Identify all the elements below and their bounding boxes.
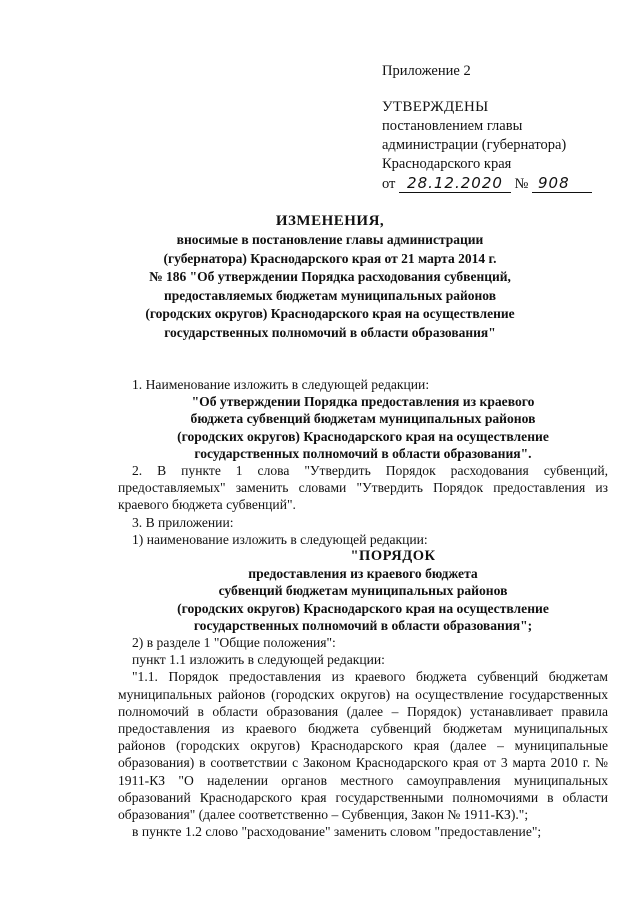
approval-block	[382, 62, 622, 194]
item-1-bold-line-4: государственных полномочий в области образования".	[194, 445, 532, 461]
approved-heading: УТВЕРЖДЕНЫ	[382, 99, 489, 115]
date-prefix: от	[382, 176, 396, 192]
point-1-1-intro: пункт 1.1 изложить в следующей редакции:	[132, 652, 385, 668]
point-1-2-change: в пункте 1.2 слово "расходование" заменить словом "предоставление";	[132, 824, 542, 840]
item-1-bold-line-2: бюджета субвенций бюджетам муниципальных районов	[190, 411, 536, 427]
appendix-label: Приложение 2	[382, 63, 471, 79]
item-1-bold-line-3: (городских округов) Краснодарского края на осуществление	[177, 428, 549, 444]
document-heading: ИЗМЕНЕНИЯ,	[275, 213, 385, 229]
order-title: "ПОРЯДОК	[350, 548, 436, 565]
approval-date: 28.12.2020	[399, 174, 511, 193]
approval-number: 908	[532, 174, 592, 193]
title-line-5: (городских округов) Краснодарского края на осуществление	[145, 306, 515, 321]
approval-date-line	[382, 174, 622, 194]
order-title-line-2: субвенций бюджетам муниципальных районов	[218, 583, 508, 599]
order-title-line-1: предоставления из краевого бюджета	[248, 566, 478, 582]
title-line-1: вносимые в постановление главы администрации	[176, 232, 484, 247]
item-2: 2. В пункте 1 слова "Утвердить Порядок расходования субвенций, предоставляемых" заменить словами "Утвердить Порядок предоставления из краевого бюджета субвенций".	[118, 463, 608, 513]
point-1-1-text: "1.1. Порядок предоставления из краевого бюджета субвенций бюджетам муниципальных районов (городских округов) на осуществление государственных полномочий в области образования (далее – Порядок) устанавливает правила предоставления из краевого бюджета субвенций бюджетам муниципальных районов (городских округов) Краснодарского края (далее – муниципальные образования) в соответствии с Законом Краснодарского края от 3 марта 2010 г. № 1911-КЗ "О наделении органов местного самоуправления муниципальных образований Краснодарского края государственными полномочиями в области образования" (далее соответственно – Субвенция, Закон № 1911-КЗ).";	[118, 669, 608, 823]
approval-line-1: постановлением главы	[382, 118, 523, 134]
title-line-6: государственных полномочий в области образования"	[164, 324, 496, 340]
approval-line-3: Краснодарского края	[382, 156, 512, 172]
document-title-block	[110, 212, 550, 342]
order-title-line-4: государственных полномочий в области образования";	[193, 617, 533, 633]
order-title-line-3: (городских округов) Краснодарского края на осуществление	[177, 600, 549, 616]
approval-line-2: администрации (губернатора)	[382, 137, 567, 153]
subitem-2: 2) в разделе 1 "Общие положения":	[132, 635, 336, 651]
item-1-bold-line-1: "Об утверждении Порядка предоставления из краевого	[191, 394, 535, 410]
subitem-1: 1) наименование изложить в следующей редакции:	[132, 531, 428, 547]
title-line-2: (губернатора) Краснодарского края от 21 марта 2014 г.	[163, 250, 497, 266]
title-line-3: № 186 "Об утверждении Порядка расходования субвенций,	[149, 269, 511, 284]
item-3: 3. В приложении:	[132, 514, 234, 530]
number-prefix: №	[514, 176, 529, 192]
document-body	[118, 376, 608, 840]
item-1: 1. Наименование изложить в следующей редакции:	[132, 377, 430, 392]
title-line-4: предоставляемых бюджетам муниципальных районов	[163, 287, 497, 303]
